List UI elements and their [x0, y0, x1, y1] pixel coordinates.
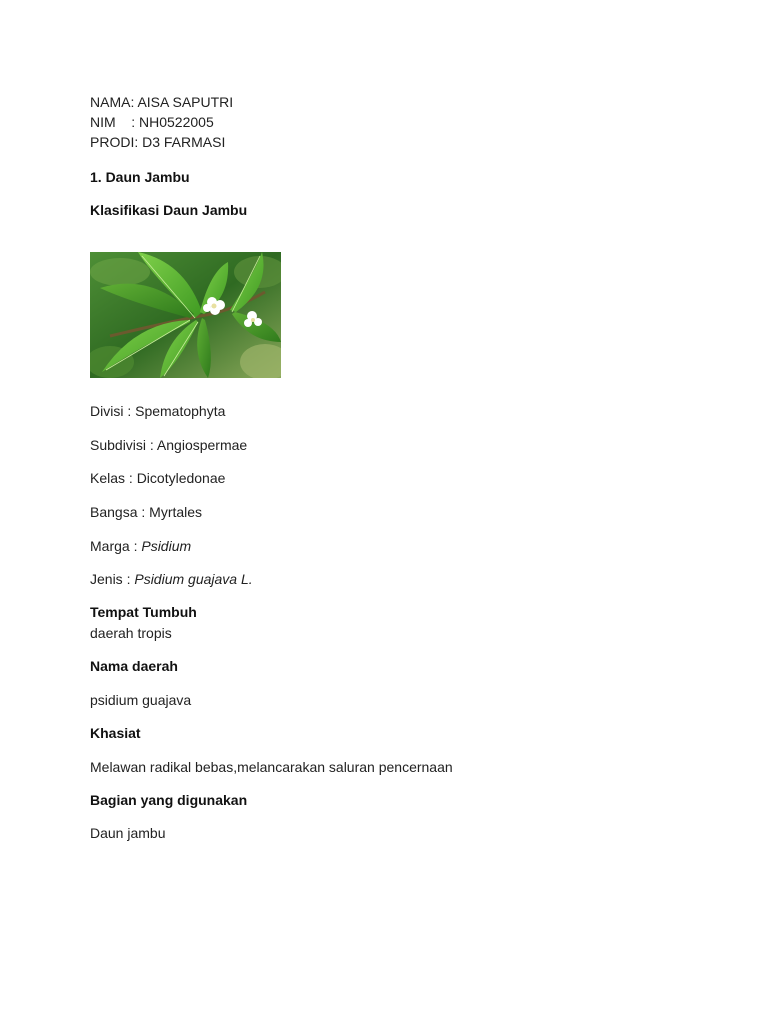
- nama-daerah-value: psidium guajava: [90, 692, 192, 708]
- nama-daerah-heading: Nama daerah: [90, 658, 178, 674]
- khasiat-value: Melawan radikal bebas,melancarakan saluran pencernaan: [90, 759, 453, 775]
- student-prodi: PRODI: D3 FARMASI: [90, 134, 226, 150]
- taxonomy-kelas: Kelas : Dicotyledonae: [90, 470, 226, 486]
- student-name: NAMA: AISA SAPUTRI: [90, 94, 234, 110]
- taxonomy-jenis-value: Psidium guajava L.: [134, 571, 253, 587]
- section-title: 1. Daun Jambu: [90, 169, 190, 185]
- taxonomy-marga-value: Psidium: [141, 538, 192, 554]
- taxonomy-bangsa: Bangsa : Myrtales: [90, 504, 203, 520]
- taxonomy-divisi: Divisi : Spematophyta: [90, 403, 226, 419]
- student-nim: NIM : NH0522005: [90, 114, 214, 130]
- taxonomy-marga: [90, 536, 191, 556]
- bagian-value: Daun jambu: [90, 825, 166, 841]
- taxonomy-jenis: [90, 569, 253, 589]
- taxonomy-jenis-label: Jenis :: [90, 571, 135, 587]
- taxonomy-marga-label: Marga :: [90, 538, 142, 554]
- classification-title: Klasifikasi Daun Jambu: [90, 202, 248, 218]
- tempat-tumbuh-heading: Tempat Tumbuh: [90, 604, 197, 620]
- bagian-heading: Bagian yang digunakan: [90, 792, 248, 808]
- taxonomy-subdivisi: Subdivisi : Angiospermae: [90, 437, 248, 453]
- tempat-tumbuh-value: daerah tropis: [90, 625, 172, 641]
- khasiat-heading: Khasiat: [90, 725, 141, 741]
- guava-leaf-photo: [90, 252, 281, 378]
